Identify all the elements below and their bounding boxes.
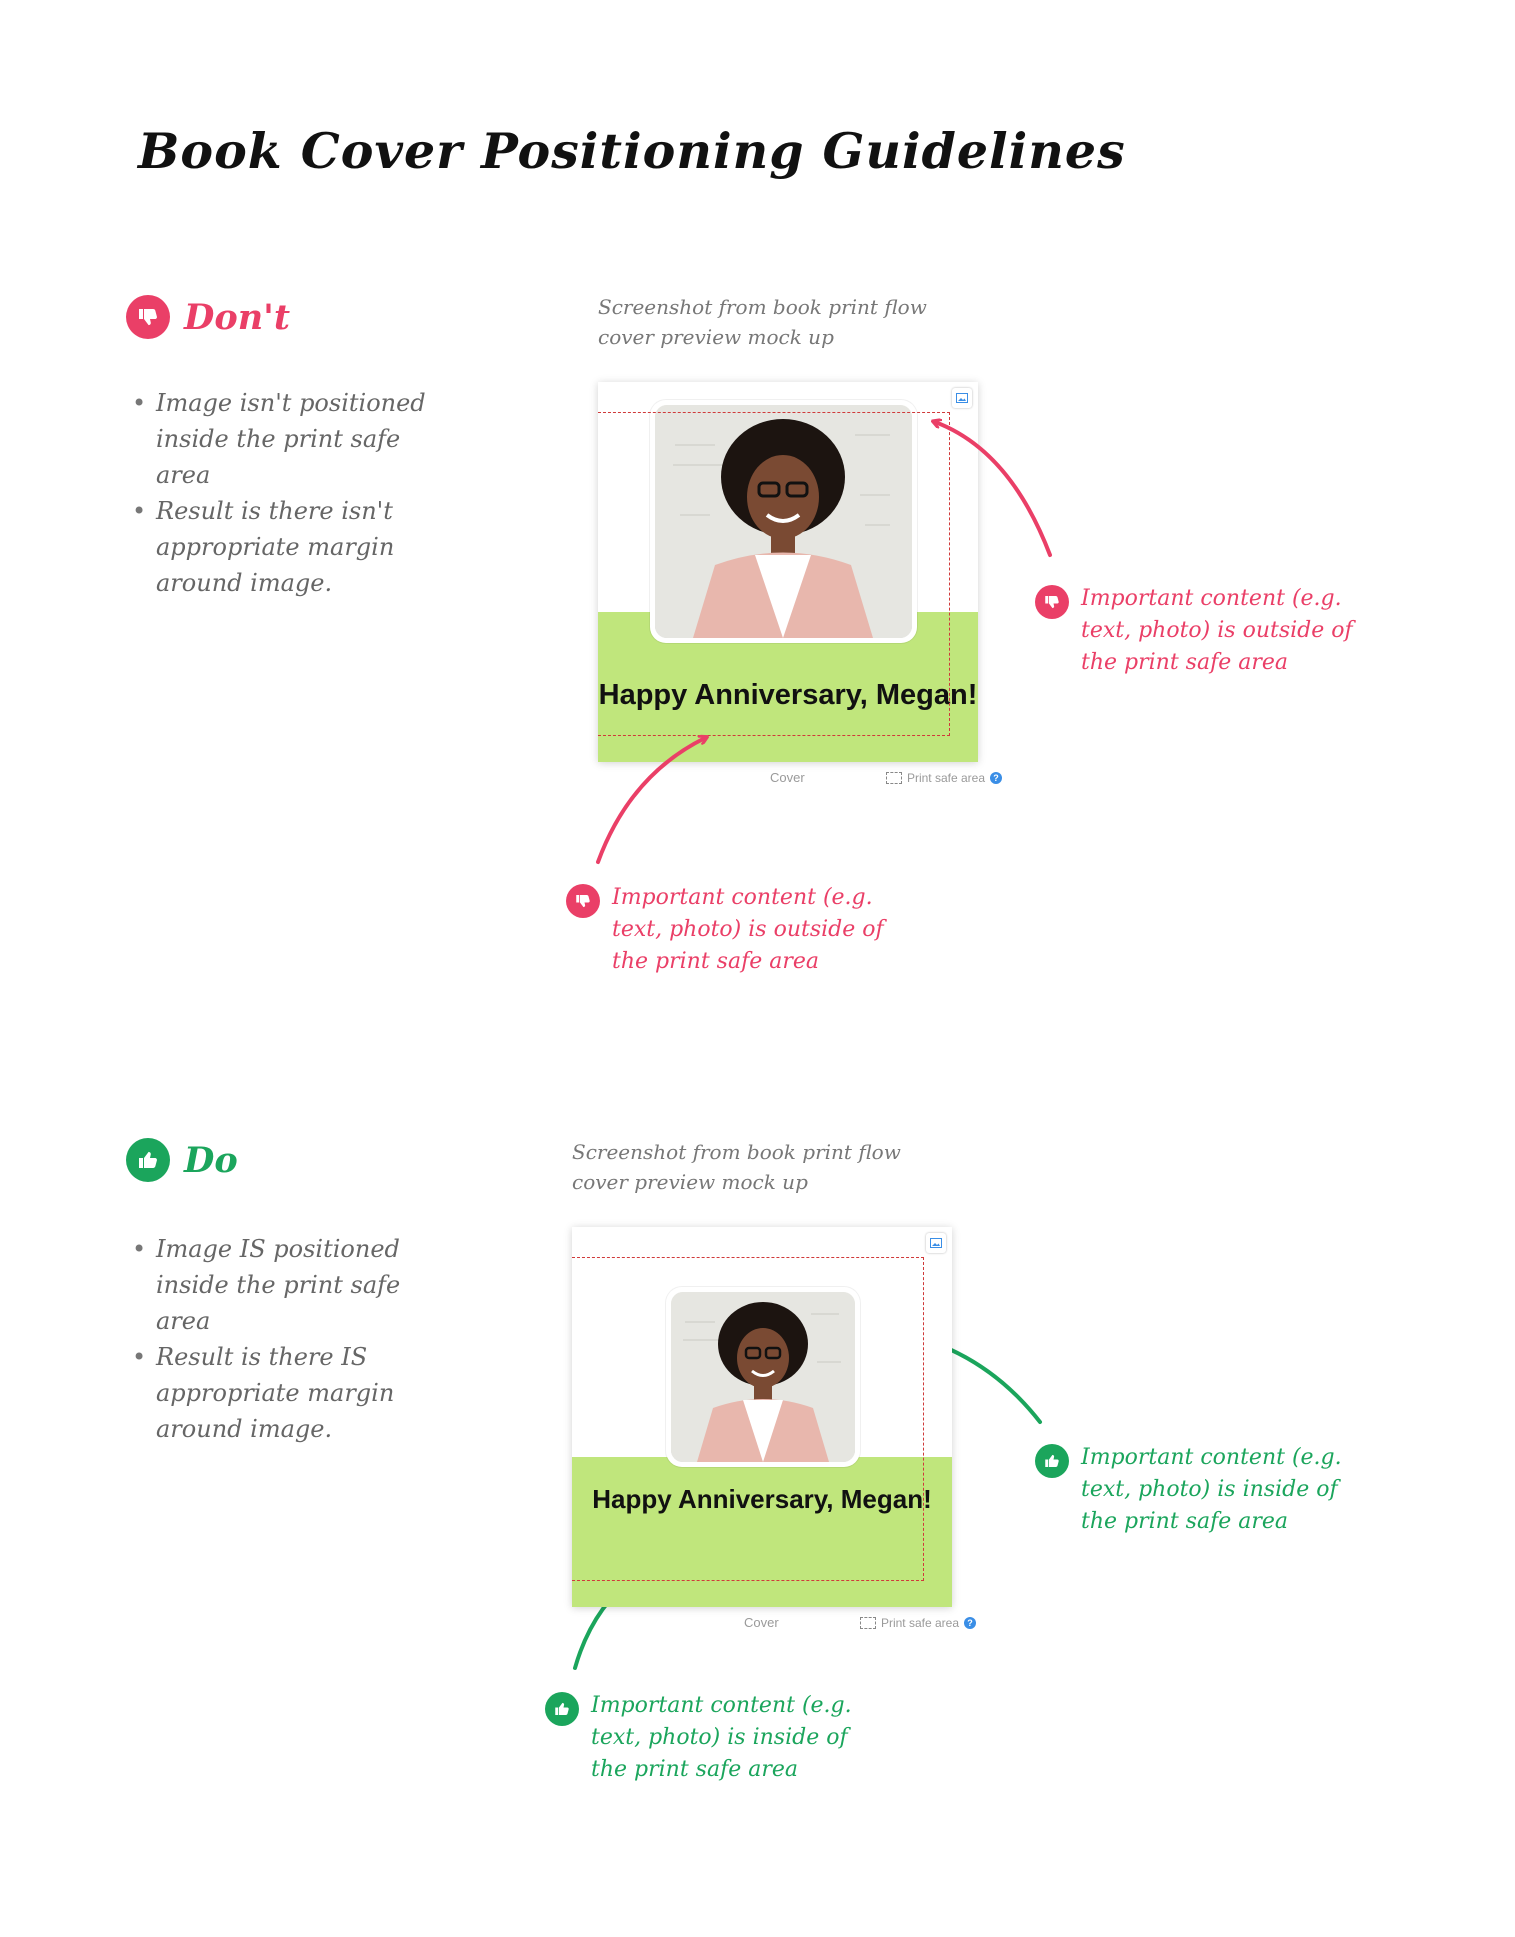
page-title: Book Cover Positioning Guidelines — [138, 122, 1126, 180]
print-safe-area-outline — [572, 1257, 924, 1581]
image-tool-icon[interactable] — [926, 1233, 946, 1253]
thumbs-down-icon — [566, 884, 600, 918]
cover-title-text: Happy Anniversary, Megan! — [592, 1484, 932, 1514]
print-safe-area-label: Print safe area — [906, 770, 985, 785]
dont-note-right-text: Important content (e.g. text, photo) is outside of the print safe area — [1081, 586, 1353, 675]
arrow-bottom-dont — [598, 738, 705, 862]
dont-bullet-2: • Result is there isn't appropriate margin around image. — [132, 493, 462, 601]
do-bullet-1: • Image IS positioned inside the print safe area — [132, 1231, 462, 1339]
do-bullet-list — [132, 1231, 462, 1447]
dont-caption: Screenshot from book print flow cover preview mock up — [598, 295, 927, 349]
cover-label: Cover — [744, 1615, 779, 1630]
do-note-right-text: Important content (e.g. text, photo) is inside of the print safe area — [1081, 1445, 1342, 1534]
dont-note-bottom-text: Important content (e.g. text, photo) is outside of the print safe area — [612, 885, 884, 974]
print-safe-area-label: Print safe area — [880, 1615, 959, 1630]
dont-note-bottom — [566, 882, 906, 978]
do-note-bottom — [545, 1690, 885, 1786]
thumbs-up-icon — [126, 1138, 170, 1182]
do-cover-preview — [572, 1227, 952, 1607]
thumbs-up-icon — [1035, 1444, 1069, 1478]
do-bullet-2: • Result is there IS appropriate margin around image. — [132, 1339, 462, 1447]
do-heading — [126, 1138, 238, 1182]
do-note-bottom-text: Important content (e.g. text, photo) is inside of the print safe area — [591, 1693, 852, 1782]
dont-bullet-1: • Image isn't positioned inside the print safe area — [132, 385, 462, 493]
cover-title-text: Happy Anniversary, Megan! — [598, 679, 978, 711]
print-safe-area-legend[interactable] — [860, 1616, 976, 1630]
thumbs-down-icon — [1035, 585, 1069, 619]
cover-label: Cover — [770, 770, 805, 785]
help-icon[interactable]: ? — [964, 1617, 976, 1629]
thumbs-up-icon — [545, 1692, 579, 1726]
do-caption: Screenshot from book print flow cover preview mock up — [572, 1140, 901, 1194]
do-note-right — [1035, 1442, 1375, 1538]
dont-note-right — [1035, 583, 1375, 679]
do-preview-footer — [744, 1615, 976, 1630]
arrow-right-dont — [935, 422, 1050, 555]
dashed-square-icon — [860, 1617, 876, 1629]
help-icon[interactable]: ? — [990, 772, 1002, 784]
do-label: Do — [184, 1139, 238, 1181]
dont-label: Don't — [184, 296, 291, 338]
